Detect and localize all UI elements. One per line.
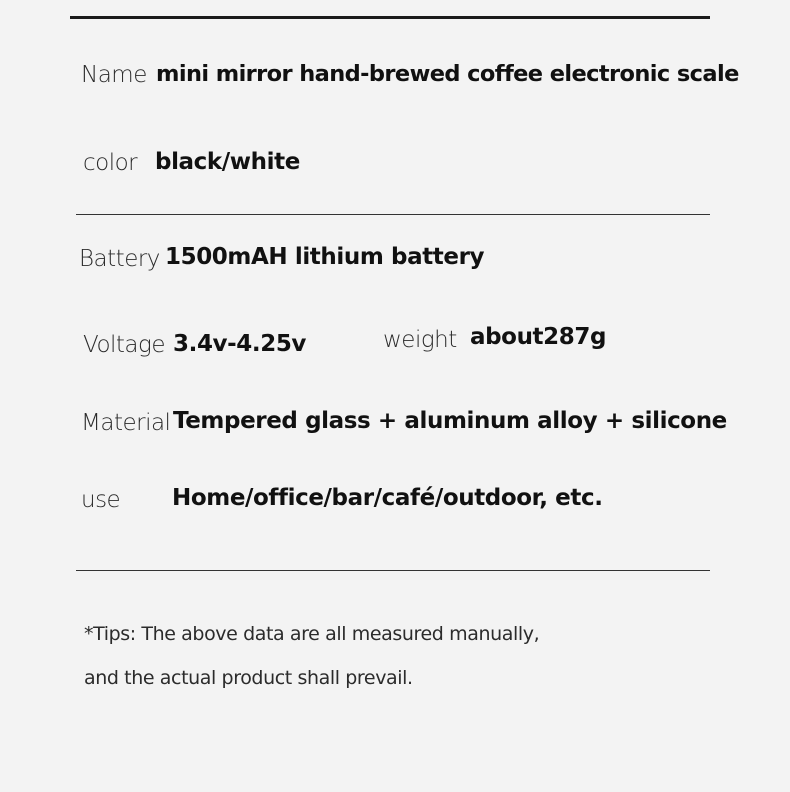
use-value: Home/office/bar/café/outdoor, etc. [172,485,603,511]
voltage-label: Voltage [83,332,165,358]
material-label: Material [81,410,171,436]
name-value: mini mirror hand-brewed coffee electronic scale [156,61,739,87]
top-divider [70,16,710,19]
middle-divider [76,214,710,215]
material-value: Tempered glass + aluminum alloy + silicone [173,408,727,434]
tips-line-2: and the actual product shall prevail. [84,667,413,689]
color-value: black/white [155,149,300,175]
use-label: use [81,487,121,513]
battery-value: 1500mAH lithium battery [165,244,485,270]
color-label: color [83,150,138,176]
battery-label: Battery [79,246,160,272]
name-label: Name [81,62,147,88]
weight-value: about287g [470,324,607,350]
weight-label: weight [383,327,457,353]
bottom-divider [76,570,710,571]
voltage-value: 3.4v-4.25v [173,331,307,357]
tips-line-1: *Tips: The above data are all measured manually, [84,623,540,645]
